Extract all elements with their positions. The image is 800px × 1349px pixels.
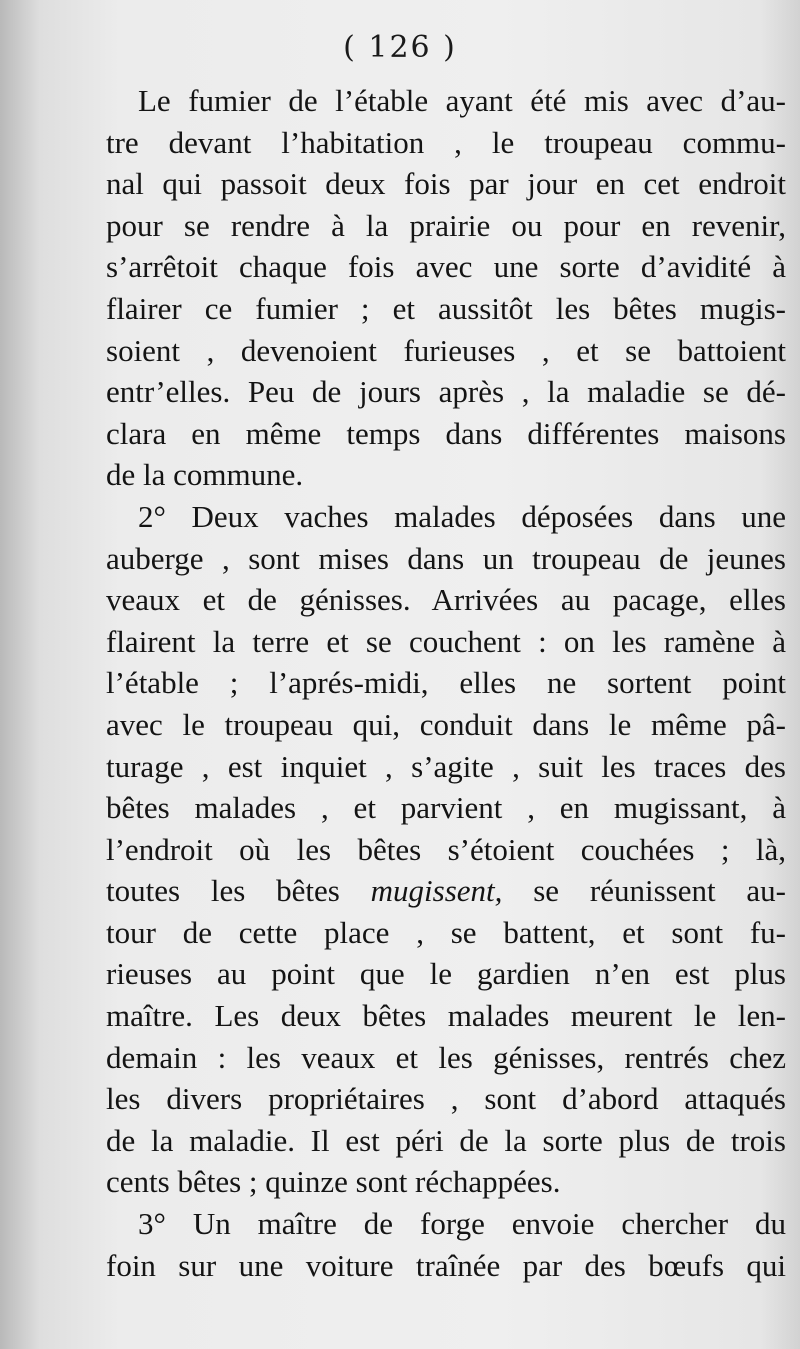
text-line: soient , devenoient furieuses , et se battoient xyxy=(106,332,786,368)
text-line: maître. Les deux bêtes malades meurent le len- xyxy=(106,998,786,1034)
text-line: 2° Deux vaches malades déposées dans une xyxy=(138,498,786,534)
body-text xyxy=(106,80,786,1286)
text-line: pour se rendre à la prairie ou pour en revenir, xyxy=(106,207,786,243)
text-line: avec le troupeau qui, conduit dans le même pâ- xyxy=(106,706,786,742)
text-line: de la maladie. Il est péri de la sorte plus de trois xyxy=(106,1122,786,1158)
text-line: s’arrêtoit chaque fois avec une sorte d’avidité à xyxy=(106,249,786,285)
text-line: l’endroit où les bêtes s’étoient couchées ; là, xyxy=(106,831,786,867)
text-line: 3° Un maître de forge envoie chercher du xyxy=(138,1206,786,1242)
text-line: Le fumier de l’étable ayant été mis avec d’au- xyxy=(138,83,786,118)
text-segment: se réunissent au- xyxy=(502,873,786,909)
text-line: flairer ce fumier ; et aussitôt les bêtes mugis- xyxy=(106,290,786,326)
text-line: auberge , sont mises dans un troupeau de jeunes xyxy=(106,540,786,576)
text-line xyxy=(106,870,786,912)
text-line: l’étable ; l’aprés-midi, elles ne sortent point xyxy=(106,665,786,701)
text-line: tour de cette place , se battent, et sont fu- xyxy=(106,914,786,950)
text-line: nal qui passoit deux fois par jour en cet endroit xyxy=(106,166,786,202)
text-line: clara en même temps dans différentes maisons xyxy=(106,415,786,451)
italic-word: mugissent, xyxy=(370,873,503,909)
page-number: ( 126 ) xyxy=(343,30,457,65)
text-line: tre devant l’habitation , le troupeau commu- xyxy=(106,124,786,160)
text-line: foin sur une voiture traînée par des bœufs qui xyxy=(106,1247,786,1283)
text-line: de la commune. xyxy=(106,457,304,493)
text-line: entr’elles. Peu de jours après , la maladie se dé- xyxy=(106,374,786,410)
text-line: les divers propriétaires , sont d’abord attaqués xyxy=(106,1081,786,1117)
text-segment: toutes les bêtes xyxy=(106,873,371,909)
text-line: veaux et de génisses. Arrivées au pacage, elles xyxy=(106,582,786,618)
text-line: rieuses au point que le gardien n’en est plus xyxy=(106,956,786,992)
text-line: bêtes malades , et parvient , en mugissant, à xyxy=(106,790,786,826)
text-line: demain : les veaux et les génisses, rentrés chez xyxy=(106,1039,786,1075)
text-line: flairent la terre et se couchent : on les ramène à xyxy=(106,623,786,659)
text-line: turage , est inquiet , s’agite , suit les traces des xyxy=(106,748,786,784)
text-line: cents bêtes ; quinze sont réchappées. xyxy=(106,1164,561,1200)
